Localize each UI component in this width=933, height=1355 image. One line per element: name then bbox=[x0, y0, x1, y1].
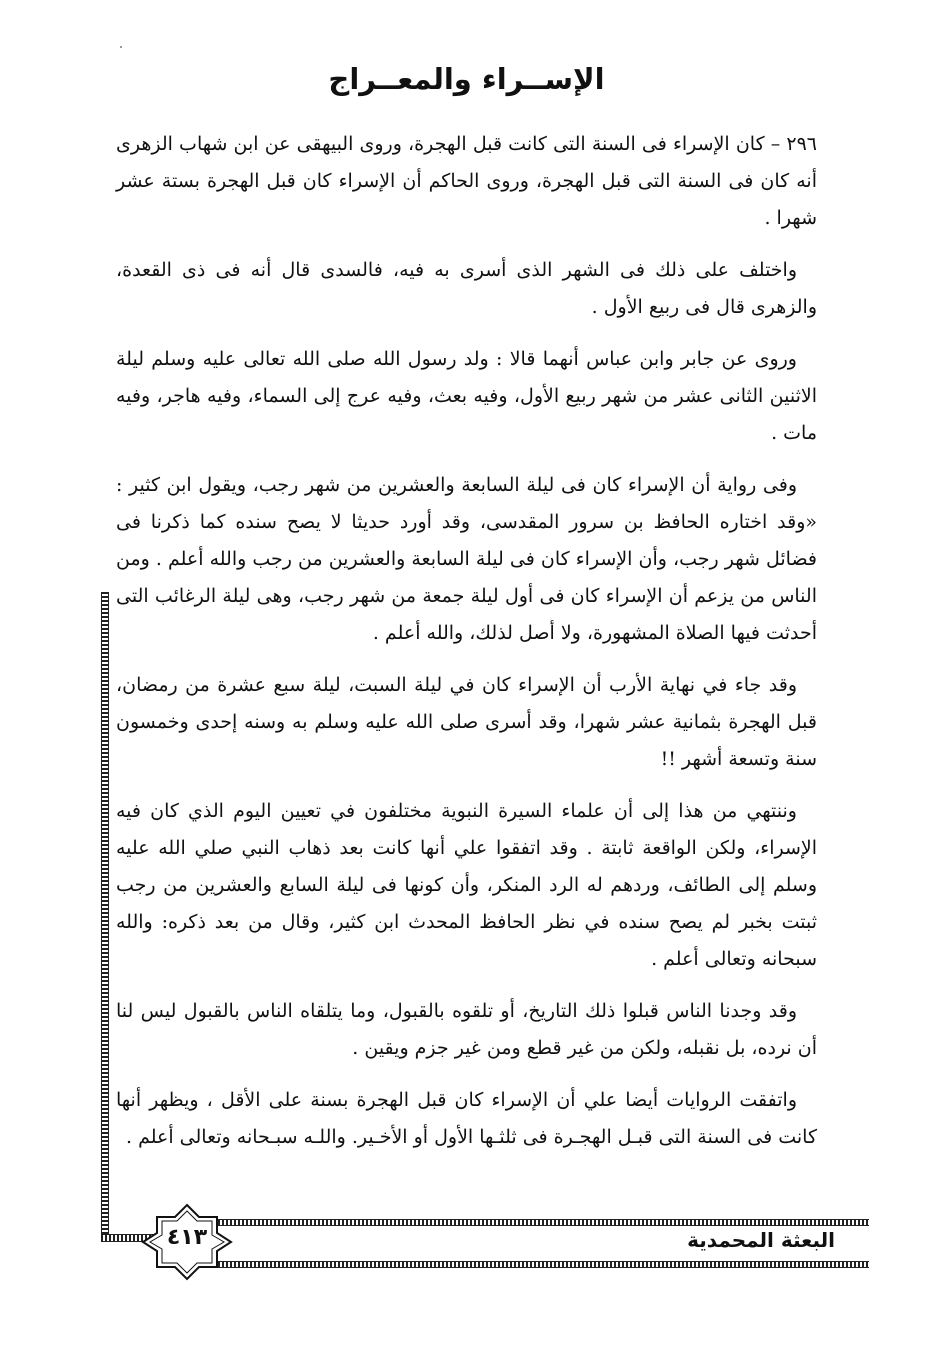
paragraph-1: ٢٩٦ – كان الإسراء فى السنة التى كانت قبل الهجرة، وروى البيهقى عن ابن شهاب الزهرى أنه كان فى السنة التى قبل الهجرة، وروى الحاكم أن الإسراء كان قبل الهجرة بستة عشر شهرا . bbox=[116, 133, 817, 229]
page-title: الإســراء والمعــراج bbox=[328, 62, 605, 96]
paragraph-3: وروى عن جابر وابن عباس أنهما قالا : ولد رسول الله صلى الله تعالى عليه وسلم ليلة الاثنين الثانى عشر من شهر ربيع الأول، وفيه بعث، وفيه عرج إلى السماء، وفيه هاجر، وفيه مات . bbox=[116, 348, 817, 444]
page-number: ٤١٣ bbox=[166, 1225, 208, 1250]
paragraph-4: وفى رواية أن الإسراء كان فى ليلة السابعة والعشرين من شهر رجب، ويقول ابن كثير : «وقد اختاره الحافظ بن سرور المقدسى، وقد أورد حديثا لا يصح سنده كما ذكرنا فى فضائل شهر رجب، وأن الإسراء كان فى ليلة السابعة والعشرين من رجب والله أعلم . ومن الناس من يزعم أن الإسراء كان فى أول ليلة جمعة من شهر رجب، وهى ليلة الرغائب التى أحدثت فيها الصلاة المشهورة، ولا أصل لذلك، والله أعلم . bbox=[116, 474, 817, 644]
footer-rule-bottom bbox=[214, 1261, 869, 1268]
paragraph-7: وقد وجدنا الناس قبلوا ذلك التاريخ، أو تلقوه بالقبول، وما يتلقاه الناس بالقبول ليس لنا أن نرده، بل نقبله، ولكن من غير قطع ومن غير جزم ويقين . bbox=[116, 1000, 817, 1059]
rope-border-left bbox=[101, 592, 109, 1240]
footer-rule-top bbox=[214, 1219, 869, 1226]
body-text bbox=[116, 126, 817, 1171]
book-title: البعثة المحمدية bbox=[687, 1228, 835, 1252]
scan-speck bbox=[120, 46, 122, 48]
page-number-badge bbox=[141, 1203, 233, 1281]
paragraph-2: واختلف على ذلك فى الشهر الذى أسرى به فيه، فالسدى قال أنه فى ذى القعدة، والزهرى قال فى ربيع الأول . bbox=[116, 259, 817, 318]
paragraph-5: وقد جاء في نهاية الأرب أن الإسراء كان في ليلة السبت، ليلة سبع عشرة من رمضان، قبل الهجرة بثمانية عشر شهرا، وقد أسرى صلى الله عليه وسلم به وسنه إحدى وخمسون سنة وتسعة أشهر !! bbox=[116, 674, 817, 770]
paragraph-6: وننتهي من هذا إلى أن علماء السيرة النبوية مختلفون في تعيين اليوم الذي كان فيه الإسراء، ولكن الواقعة ثابتة . وقد اتفقوا علي أنها كانت بعد ذهاب النبي صلي الله عليه وسلم إلى الطائف، وردهم له الرد المنكر، وأن كونها فى ليلة السابع والعشرين من رجب ثبتت بخبر لم يصح سنده في نظر الحافظ المحدث ابن كثير، وقال من بعد ذكره: والله سبحانه وتعالى أعلم . bbox=[116, 800, 817, 970]
paragraph-8: واتفقت الروايات أيضا علي أن الإسراء كان قبل الهجرة بسنة على الأقل ، ويظهر أنها كانت فى السنة التى قبـل الهجـرة فى ثلثـها الأول أو الأخـير. واللـه سبـحانه وتعالى أعلم . bbox=[116, 1089, 817, 1148]
